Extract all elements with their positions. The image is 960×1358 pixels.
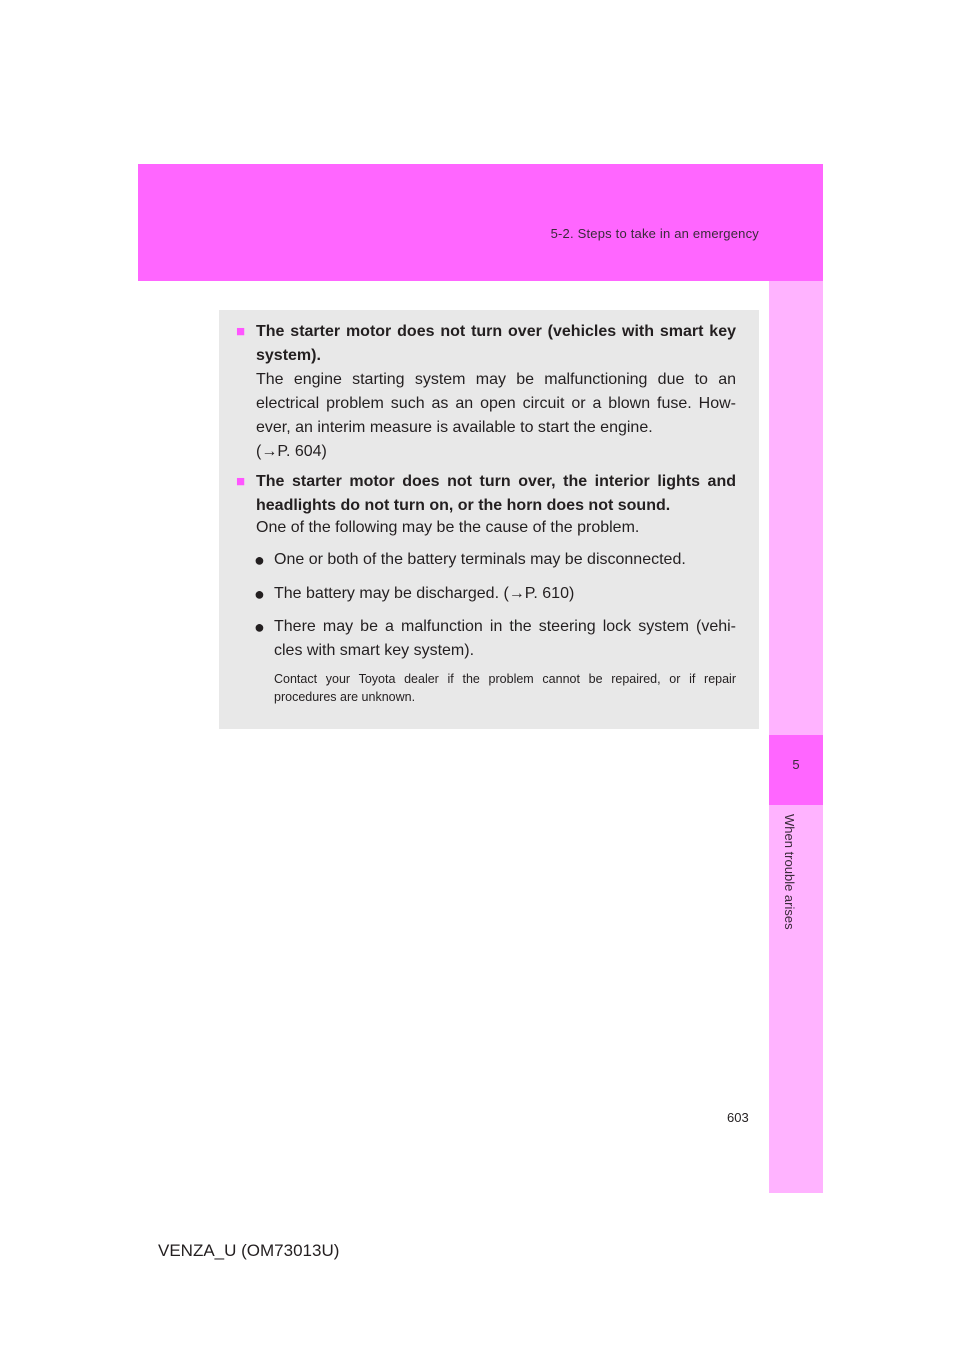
page-reference: (→P. 604) bbox=[256, 443, 327, 460]
list-item: There may be a malfunction in the steering lock system (vehi-cles with smart key system). bbox=[274, 618, 736, 659]
chapter-number-box bbox=[769, 735, 823, 805]
bullet-icon: ● bbox=[254, 550, 265, 570]
page-number: 603 bbox=[727, 1110, 749, 1125]
bullet-icon: ● bbox=[254, 584, 265, 604]
item-body-smart-key: The engine starting system may be malfunctioning due to an electrical problem such as an open circuit or a blown fuse. How-ever, an interim measure is available to start the engine. bbox=[256, 371, 736, 436]
chapter-number: 5 bbox=[792, 757, 800, 772]
square-marker-icon: ■ bbox=[236, 473, 246, 490]
bullet-icon: ● bbox=[254, 617, 265, 637]
document-id: VENZA_U (OM73013U) bbox=[158, 1241, 340, 1260]
dealer-note: Contact your Toyota dealer if the problem cannot be repaired, or if repair procedures are unknown. bbox=[274, 672, 736, 704]
list-item: The battery may be discharged. (→P. 610) bbox=[274, 585, 575, 602]
square-marker-icon: ■ bbox=[236, 323, 246, 340]
section-title: 5-2. Steps to take in an emergency bbox=[550, 226, 759, 241]
item-heading-smart-key: The starter motor does not turn over (vehicles with smart key system). bbox=[256, 323, 736, 364]
content-box bbox=[219, 310, 759, 729]
item-heading-no-power: The starter motor does not turn over, the interior lights and headlights do not turn on, or the horn does not sound. bbox=[256, 473, 736, 514]
chapter-side-tab bbox=[769, 281, 823, 1193]
chapter-label: When trouble arises bbox=[782, 814, 797, 930]
list-item: One or both of the battery terminals may be disconnected. bbox=[274, 551, 686, 568]
item-intro: One of the following may be the cause of the problem. bbox=[256, 519, 640, 536]
header-band bbox=[138, 164, 823, 281]
